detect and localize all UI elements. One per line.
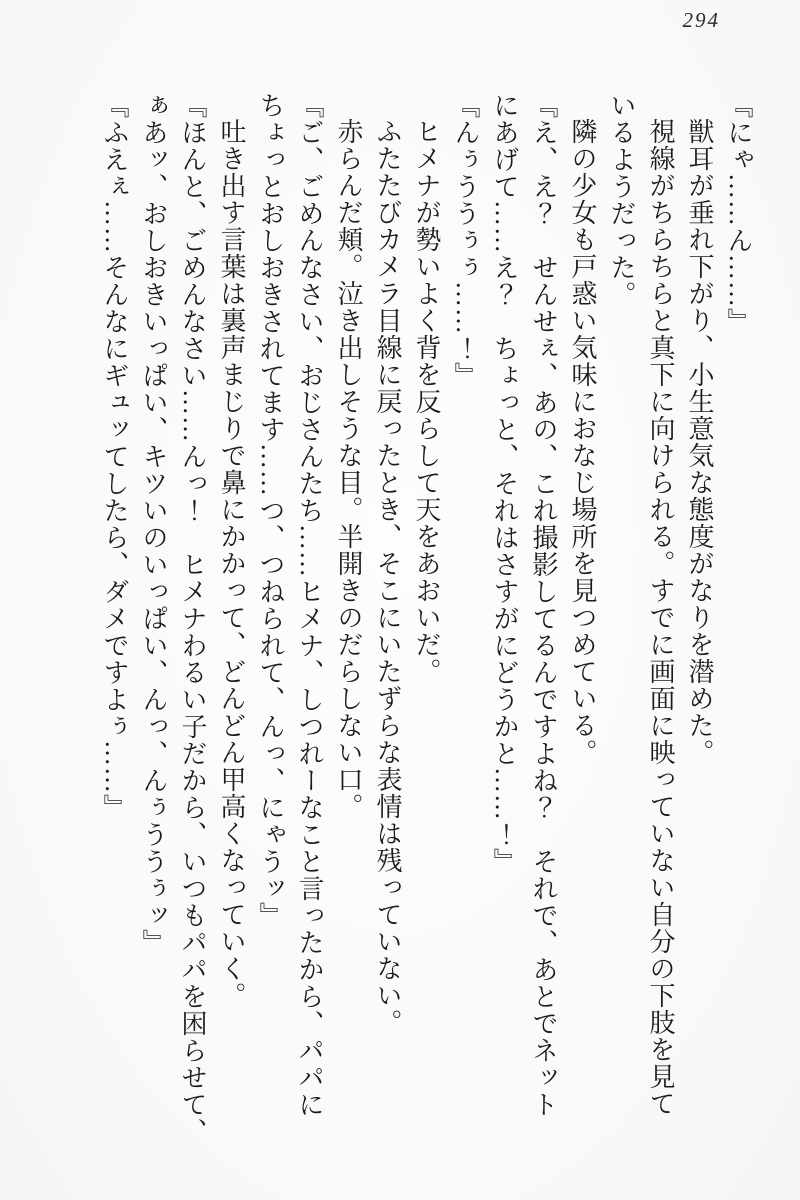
text-line: ちょっとおしおきされてます……つ、つねられて、んっ、にゃうッ』	[256, 92, 285, 929]
text-line: ぁあッ、おしおきいっぱい、キツいのいっぱい、んっ、んぅううぅッ』	[139, 92, 168, 956]
text-line: 吐き出す言葉は裏声まじりで鼻にかかって、どんどん甲高くなっていく。	[217, 118, 246, 1009]
text-line: 獣耳が垂れ下がり、小生意気な態度がなりを潜めた。	[685, 118, 714, 766]
text-line: 赤らんだ頬。泣き出しそうな目。半開きのだらしない口。	[334, 118, 363, 820]
text-line: ヒメナが勢いよく背を反らして天をあおいだ。	[412, 118, 441, 685]
text-line: ふたたびカメラ目線に戻ったとき、そこにいたずらな表情は残っていない。	[373, 118, 402, 1036]
text-line: 『ご、ごめんなさい、おじさんたち……ヒメナ、しつれーなこと言ったから、パパに	[295, 92, 324, 1118]
page-number: 294	[682, 8, 720, 32]
text-line: 視線がちらちらと真下に向けられる。すでに画面に映っていない自分の下肢を見て	[646, 118, 675, 1117]
text-line: 『にゃ……ん……』	[724, 92, 753, 335]
text-line: いるようだった。	[607, 92, 636, 308]
text-line: 『ほんと、ごめんなさい……んっ！ ヒメナわるい子だから、いつもパパを困らせて、	[178, 92, 207, 1145]
page-text-block	[95, 92, 758, 1145]
text-line: にあげて……え？ ちょっと、それはさすがにどうかと……！』	[490, 92, 519, 875]
text-line: 『え、え？ せんせぇ、あの、これ撮影してるんですよね？ それで、あとでネット	[529, 92, 558, 1118]
text-line: 『ふえぇ……そんなにギュッてしたら、ダメですよぅ……』	[100, 92, 129, 821]
text-line: 『んぅううぅぅ……！』	[451, 92, 480, 389]
text-line: 隣の少女も戸惑い気味におなじ場所を見つめている。	[568, 118, 597, 766]
